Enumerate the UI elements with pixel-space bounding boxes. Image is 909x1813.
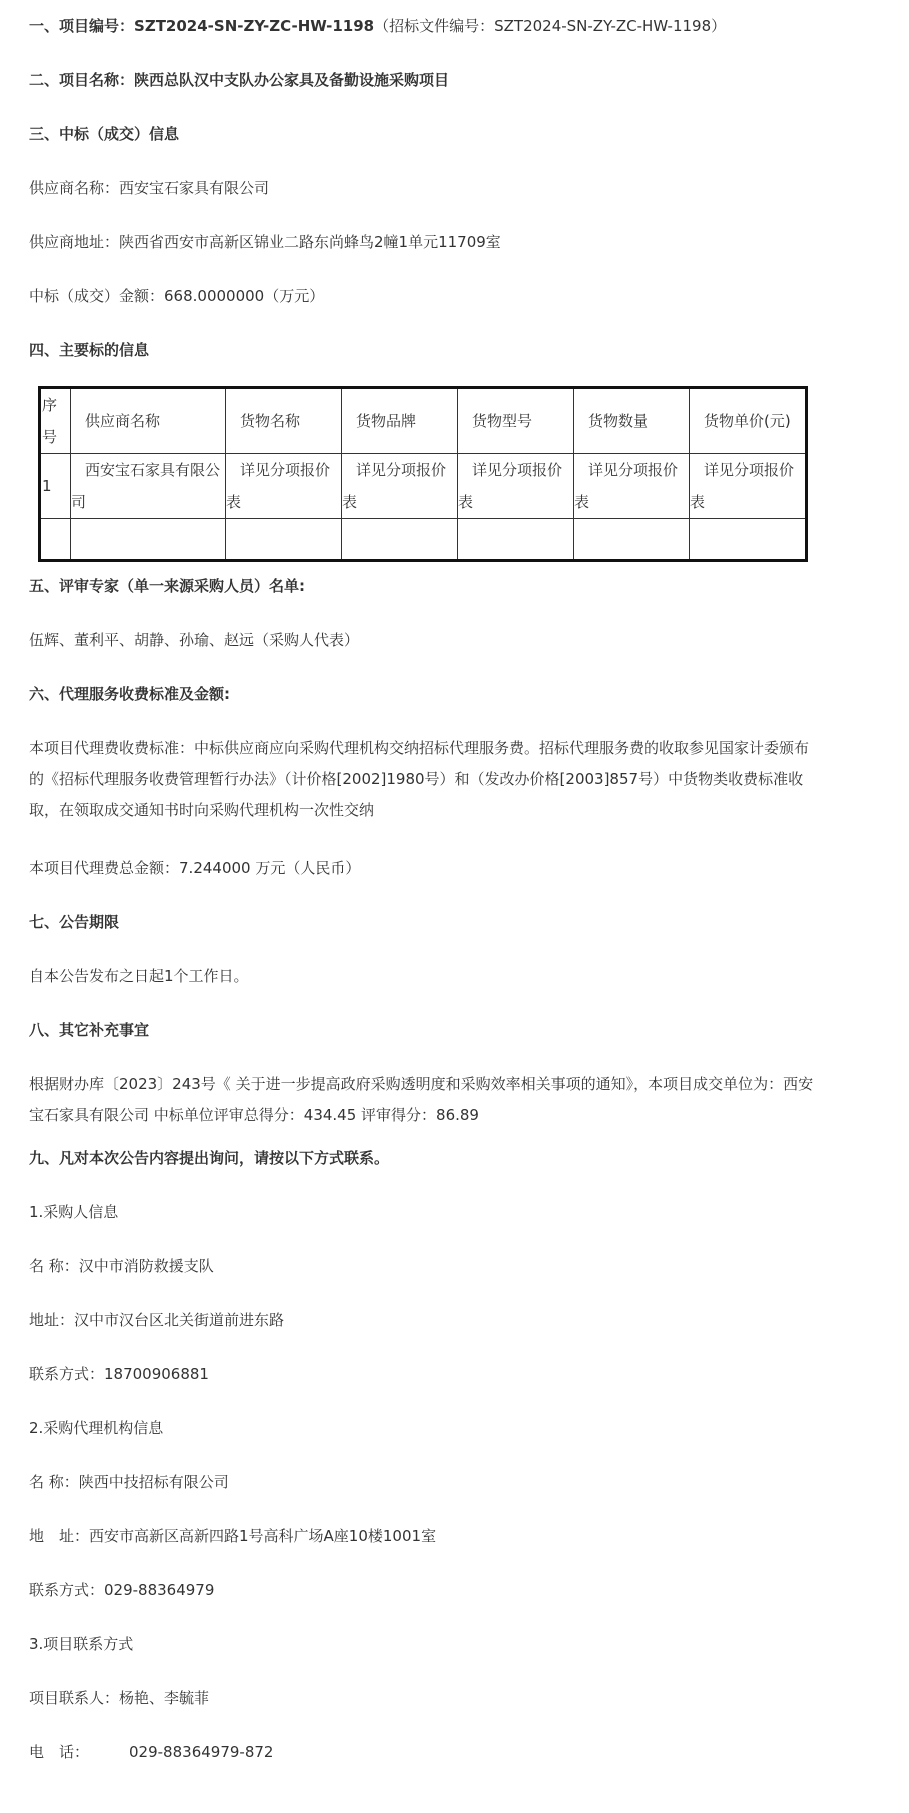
table-header-cell: 货物型号 (458, 388, 574, 454)
project-contact-phone-line (29, 1742, 273, 1762)
table-cell (71, 519, 226, 561)
experts-heading: 五、评审专家（单一来源采购人员）名单: (29, 577, 306, 595)
table-cell: 详见分项报价表 (342, 454, 458, 519)
project-contact-title: 3.项目联系方式 (29, 1635, 134, 1653)
tender-doc-number: （招标文件编号：SZT2024-SN-ZY-ZC-HW-1198） (374, 17, 727, 35)
table-cell: 详见分项报价表 (690, 454, 807, 519)
table-cell: 详见分项报价表 (226, 454, 342, 519)
award-info-heading: 三、中标（成交）信息 (29, 125, 180, 143)
supplier-address: 供应商地址：陕西省西安市高新区锦业二路东尚蜂鸟2幢1单元11709室 (29, 233, 501, 251)
table-cell (342, 519, 458, 561)
table-cell (40, 519, 71, 561)
project-name: 陕西总队汉中支队办公家具及备勤设施采购项目 (134, 71, 450, 89)
table-cell: 西安宝石家具有限公司 (71, 454, 226, 519)
main-items-table (38, 386, 808, 562)
other-matters-text: 根据财办库〔2023〕243号《 关于进一步提高政府采购透明度和采购效率相关事项的通知》，本项目成交单位为：西安宝石家具有限公司 中标单位评审总得分：434.45 评审得分：86.89 (29, 1075, 814, 1124)
table-header-cell: 供应商名称 (71, 388, 226, 454)
table-header-cell: 货物单价(元) (690, 388, 807, 454)
phone-number: 029-88364979-872 (129, 1743, 274, 1761)
purchaser-name: 名 称：汉中市消防救援支队 (29, 1257, 214, 1275)
project-number-line (29, 16, 726, 36)
contact-heading: 九、凡对本次公告内容提出询问，请按以下方式联系。 (29, 1149, 390, 1167)
agency-name: 名 称：陕西中技招标有限公司 (29, 1473, 229, 1491)
purchaser-contact: 联系方式：18700906881 (29, 1365, 209, 1383)
other-matters-heading: 八、其它补充事宜 (29, 1021, 150, 1039)
project-number-label: 一、项目编号： (29, 17, 135, 35)
agency-fee-standard: 本项目代理费收费标准：中标供应商应向采购代理机构交纳招标代理服务费。招标代理服务费的收取参见国家计委颁布的《招标代理服务收费管理暂行办法》（计价格[2002]1980号）和（发改办价格[2003]857号）中货物类收费标准收取，在领取成交通知书时向采购代理机构一次性交纳 (29, 739, 810, 819)
project-name-label: 二、项目名称： (29, 71, 135, 89)
table-cell: 详见分项报价表 (574, 454, 690, 519)
award-amount: 中标（成交）金额：668.0000000（万元） (29, 287, 325, 305)
table-header-cell: 序号 (40, 388, 71, 454)
table-cell (226, 519, 342, 561)
notice-period-text: 自本公告发布之日起1个工作日。 (29, 967, 249, 985)
experts-list: 伍辉、董利平、胡静、孙瑜、赵远（采购人代表） (29, 631, 360, 649)
table-row-empty (40, 519, 807, 561)
main-items-heading: 四、主要标的信息 (29, 341, 150, 359)
phone-label: 电 话： (29, 1743, 90, 1761)
table-cell (458, 519, 574, 561)
agency-address: 地 址：西安市高新区高新四路1号高科广场A座10楼1001室 (29, 1527, 437, 1545)
table-row (40, 454, 807, 519)
purchaser-title: 1.采购人信息 (29, 1203, 119, 1221)
table-header-cell: 货物名称 (226, 388, 342, 454)
table-cell: 详见分项报价表 (458, 454, 574, 519)
supplier-name: 供应商名称：西安宝石家具有限公司 (29, 179, 270, 197)
table-header-row (40, 388, 807, 454)
table-cell (574, 519, 690, 561)
project-name-line (29, 70, 449, 90)
table-header-cell: 货物数量 (574, 388, 690, 454)
table-header-cell: 货物品牌 (342, 388, 458, 454)
notice-period-heading: 七、公告期限 (29, 913, 120, 931)
agency-title: 2.采购代理机构信息 (29, 1419, 164, 1437)
agency-fee-heading: 六、代理服务收费标准及金额: (29, 685, 230, 703)
project-number: SZT2024-SN-ZY-ZC-HW-1198 (134, 17, 375, 35)
purchaser-address: 地址：汉中市汉台区北关街道前进东路 (29, 1311, 285, 1329)
table-cell (690, 519, 807, 561)
agency-fee-total: 本项目代理费总金额：7.244000 万元（人民币） (29, 859, 361, 877)
agency-contact: 联系方式：029-88364979 (29, 1581, 215, 1599)
project-contact-person: 项目联系人：杨艳、李毓菲 (29, 1689, 210, 1707)
table-cell: 1 (40, 454, 71, 519)
